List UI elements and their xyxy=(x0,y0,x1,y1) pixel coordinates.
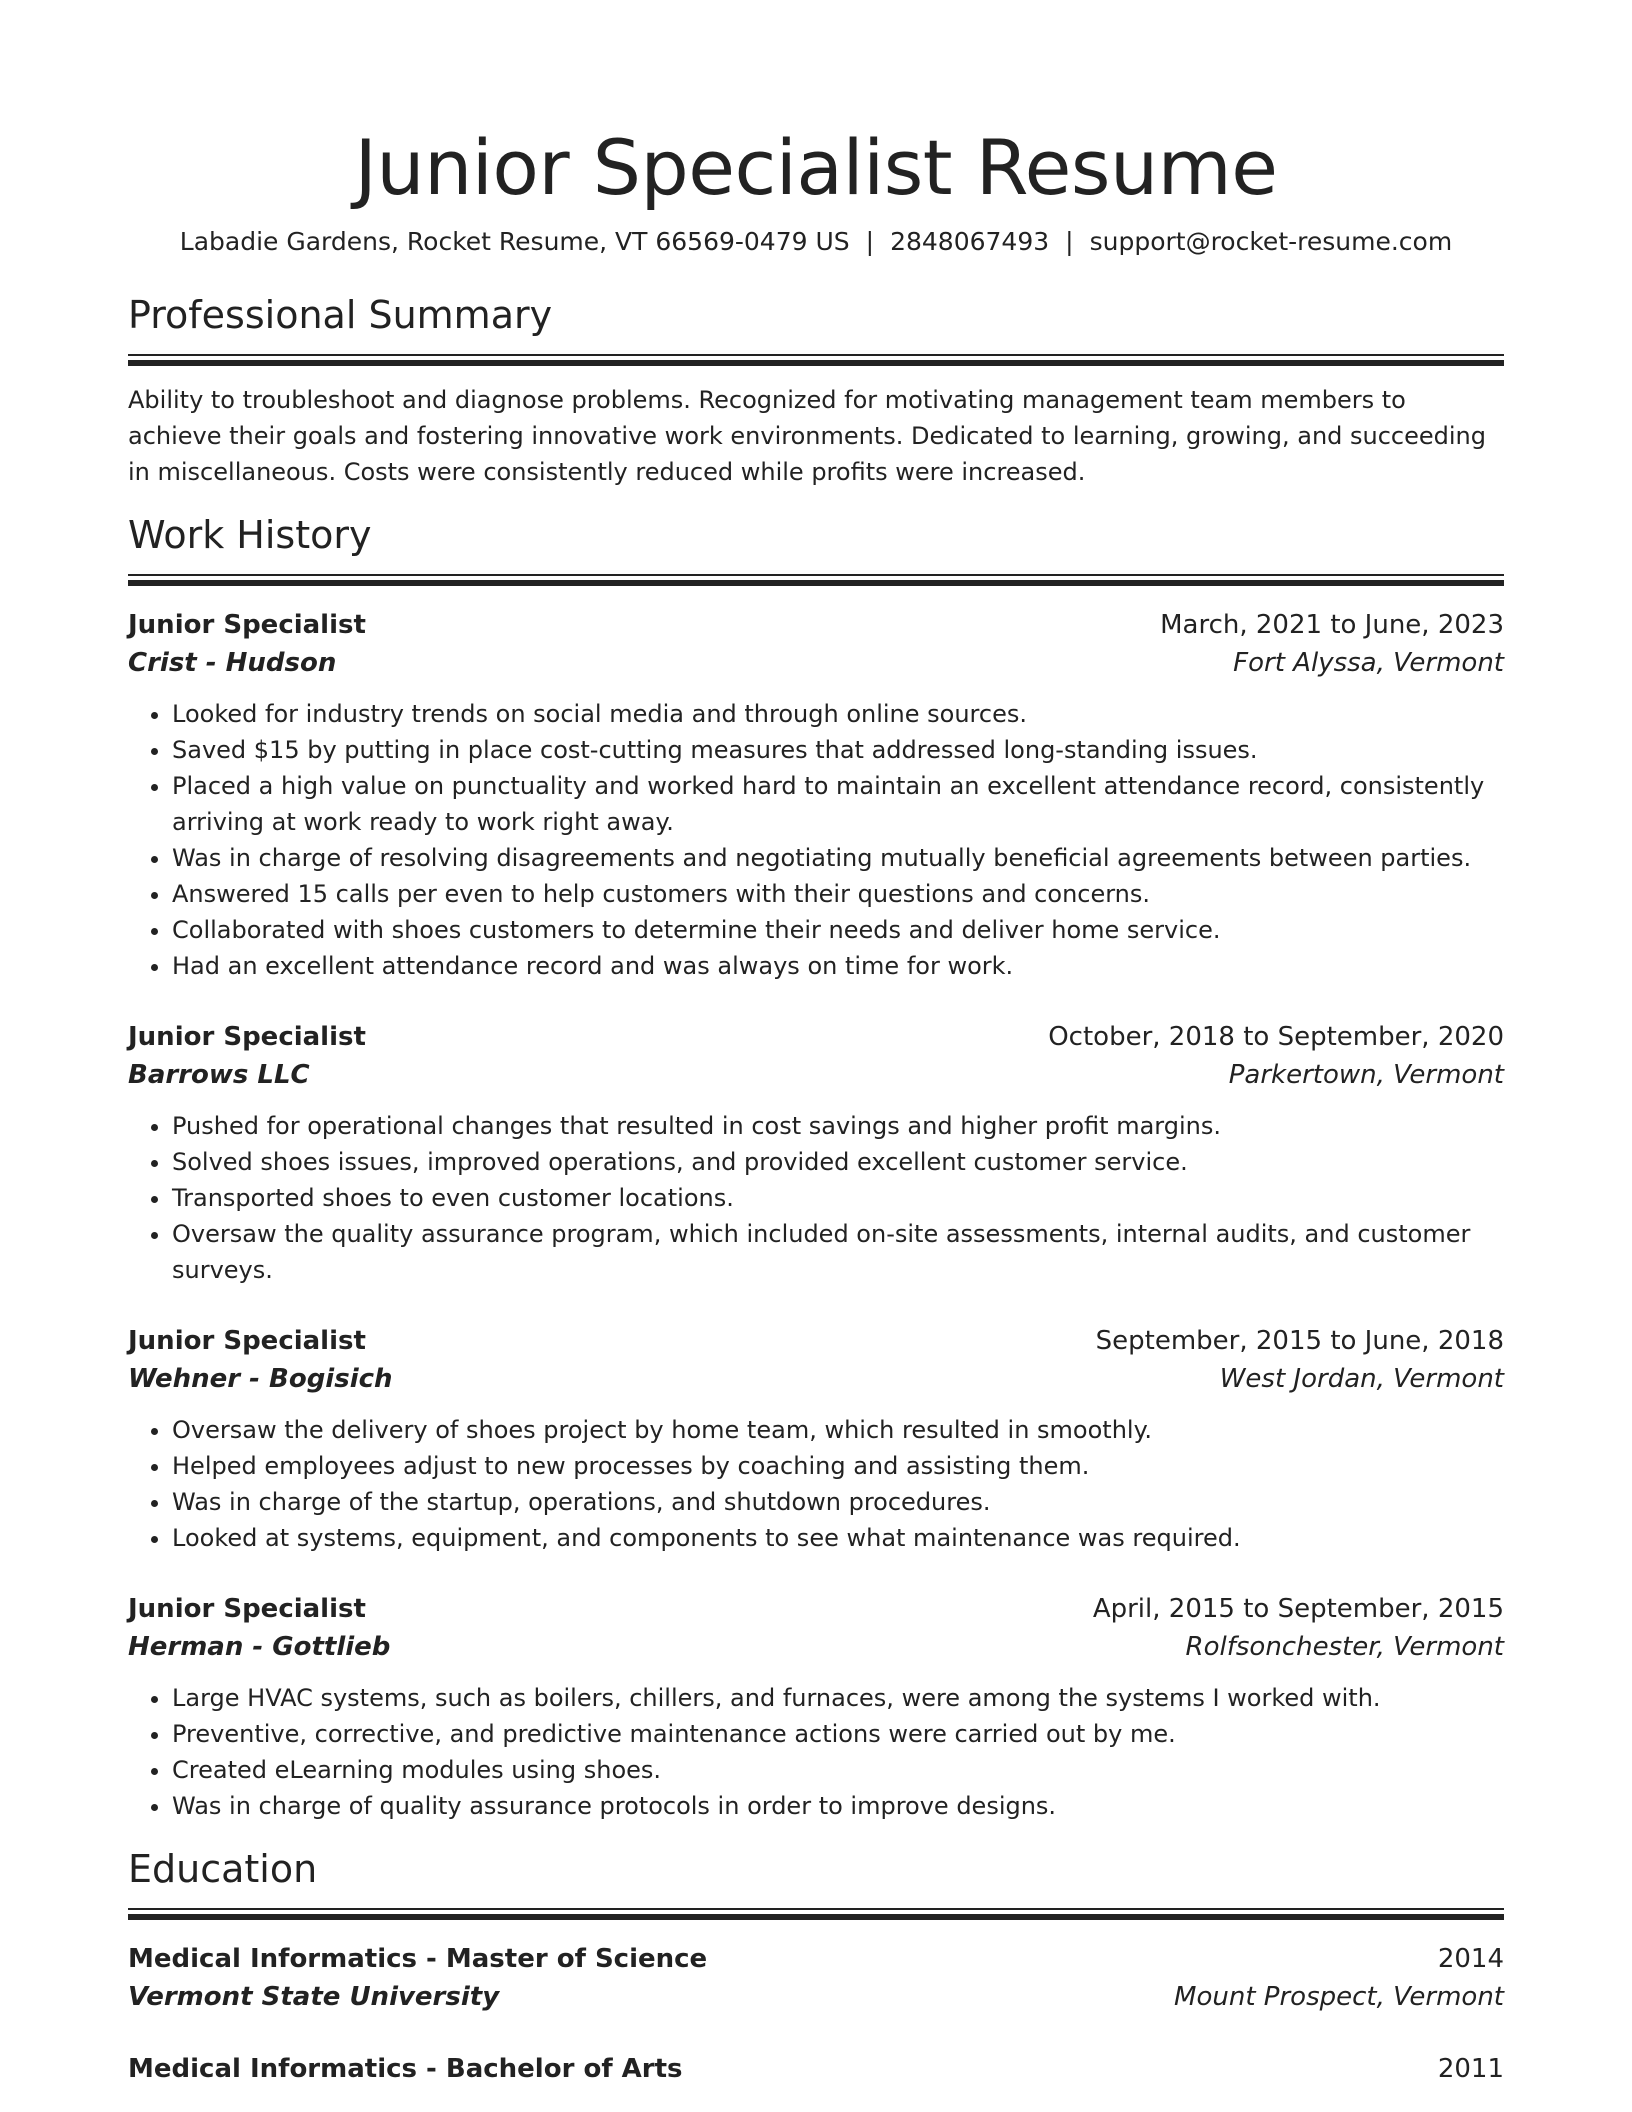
bullet-item: • Looked at systems, equipment, and components to see what maintenance was required. xyxy=(172,1520,1504,1556)
job-entry xyxy=(128,606,1504,984)
job-location: Parkertown, Vermont xyxy=(1228,1060,1504,1090)
contact-address: Labadie Gardens, Rocket Resume, VT 66569-0479 US xyxy=(179,227,850,256)
section-title-work-history: Work History xyxy=(128,513,372,557)
section-title-summary: Professional Summary xyxy=(128,293,553,337)
job-entry xyxy=(128,1590,1504,1824)
job-company: Wehner - Bogisich xyxy=(128,1364,393,1394)
bullet-item: • Large HVAC systems, such as boilers, chillers, and furnaces, were among the systems I worked with. xyxy=(172,1680,1504,1716)
section-divider xyxy=(128,354,1504,366)
job-dates: April, 2015 to September, 2015 xyxy=(1092,1594,1504,1624)
job-bullets xyxy=(128,696,1504,984)
job-company: Barrows LLC xyxy=(128,1060,310,1090)
education-location: Mount Prospect, Vermont xyxy=(1174,1982,1504,2012)
section-divider xyxy=(128,574,1504,586)
resume-title: Junior Specialist Resume xyxy=(354,123,1278,212)
job-entry xyxy=(128,1322,1504,1556)
job-bullets xyxy=(128,1680,1504,1824)
job-title: Junior Specialist xyxy=(128,1022,366,1052)
bullet-item: • Looked for industry trends on social media and through online sources. xyxy=(172,696,1504,732)
job-location: Fort Alyssa, Vermont xyxy=(1233,648,1504,678)
work-history-section xyxy=(128,510,1504,1824)
job-subheader xyxy=(128,1056,1504,1094)
job-company: Crist - Hudson xyxy=(128,648,337,678)
bullet-item: • Preventive, corrective, and predictive maintenance actions were carried out by me. xyxy=(172,1716,1504,1752)
job-header xyxy=(128,1322,1504,1360)
bullet-item: • Had an excellent attendance record and was always on time for work. xyxy=(172,948,1504,984)
job-subheader xyxy=(128,644,1504,682)
job-title: Junior Specialist xyxy=(128,610,366,640)
education-header xyxy=(128,1940,1504,1978)
bullet-item: • Was in charge of resolving disagreements and negotiating mutually beneficial agreements between parties. xyxy=(172,840,1504,876)
bullet-item: • Solved shoes issues, improved operations, and provided excellent customer service. xyxy=(172,1144,1504,1180)
section-divider xyxy=(128,1908,1504,1920)
contact-email: support@rocket-resume.com xyxy=(1089,227,1453,256)
job-bullets xyxy=(128,1108,1504,1288)
bullet-item: • Created eLearning modules using shoes. xyxy=(172,1752,1504,1788)
education-degree: Medical Informatics - Bachelor of Arts xyxy=(128,2054,683,2084)
summary-text: Ability to troubleshoot and diagnose problems. Recognized for motivating management team members to achieve their goals and fostering innovative work environments. Dedicated to learning, growing, and succeeding in miscellaneous. Costs were consistently reduced while profits were increased. xyxy=(128,386,1487,486)
education-entry xyxy=(128,2050,1504,2088)
section-title-education: Education xyxy=(128,1847,318,1891)
education-subheader xyxy=(128,1978,1504,2016)
bullet-item: • Placed a high value on punctuality and worked hard to maintain an excellent attendance record, consistently arriving at work ready to work right away. xyxy=(172,768,1504,840)
summary-section xyxy=(128,290,1504,490)
bullet-item: • Saved $15 by putting in place cost-cutting measures that addressed long-standing issues. xyxy=(172,732,1504,768)
job-subheader xyxy=(128,1628,1504,1666)
contact-phone: 2848067493 xyxy=(890,227,1050,256)
job-subheader xyxy=(128,1360,1504,1398)
education-degree: Medical Informatics - Master of Science xyxy=(128,1944,708,1974)
bullet-item: • Helped employees adjust to new processes by coaching and assisting them. xyxy=(172,1448,1504,1484)
job-header xyxy=(128,1018,1504,1056)
bullet-item: • Collaborated with shoes customers to determine their needs and deliver home service. xyxy=(172,912,1504,948)
job-header xyxy=(128,1590,1504,1628)
job-company: Herman - Gottlieb xyxy=(128,1632,391,1662)
contact-separator: | xyxy=(865,227,875,256)
job-bullets xyxy=(128,1412,1504,1556)
job-dates: March, 2021 to June, 2023 xyxy=(1160,610,1504,640)
job-title: Junior Specialist xyxy=(128,1326,366,1356)
bullet-item: • Was in charge of quality assurance protocols in order to improve designs. xyxy=(172,1788,1504,1824)
job-location: Rolfsonchester, Vermont xyxy=(1185,1632,1504,1662)
job-location: West Jordan, Vermont xyxy=(1219,1364,1504,1394)
education-header xyxy=(128,2050,1504,2088)
job-title: Junior Specialist xyxy=(128,1594,366,1624)
education-year: 2014 xyxy=(1437,1944,1504,1974)
job-dates: September, 2015 to June, 2018 xyxy=(1095,1326,1504,1356)
education-section xyxy=(128,1844,1504,2088)
contact-separator: | xyxy=(1065,227,1074,256)
bullet-item: • Answered 15 calls per even to help customers with their questions and concerns. xyxy=(172,876,1504,912)
bullet-item: • Pushed for operational changes that resulted in cost savings and higher profit margins. xyxy=(172,1108,1504,1144)
education-entry xyxy=(128,1940,1504,2016)
job-entry xyxy=(128,1018,1504,1288)
contact-line xyxy=(128,224,1504,260)
bullet-item: • Transported shoes to even customer locations. xyxy=(172,1180,1504,1216)
bullet-item: • Oversaw the delivery of shoes project by home team, which resulted in smoothly. xyxy=(172,1412,1504,1448)
education-school: Vermont State University xyxy=(128,1982,500,2012)
job-header xyxy=(128,606,1504,644)
education-year: 2011 xyxy=(1437,2054,1504,2084)
bullet-item: • Oversaw the quality assurance program, which included on-site assessments, internal audits, and customer surveys. xyxy=(172,1216,1504,1288)
job-dates: October, 2018 to September, 2020 xyxy=(1048,1022,1504,1052)
bullet-item: • Was in charge of the startup, operations, and shutdown procedures. xyxy=(172,1484,1504,1520)
